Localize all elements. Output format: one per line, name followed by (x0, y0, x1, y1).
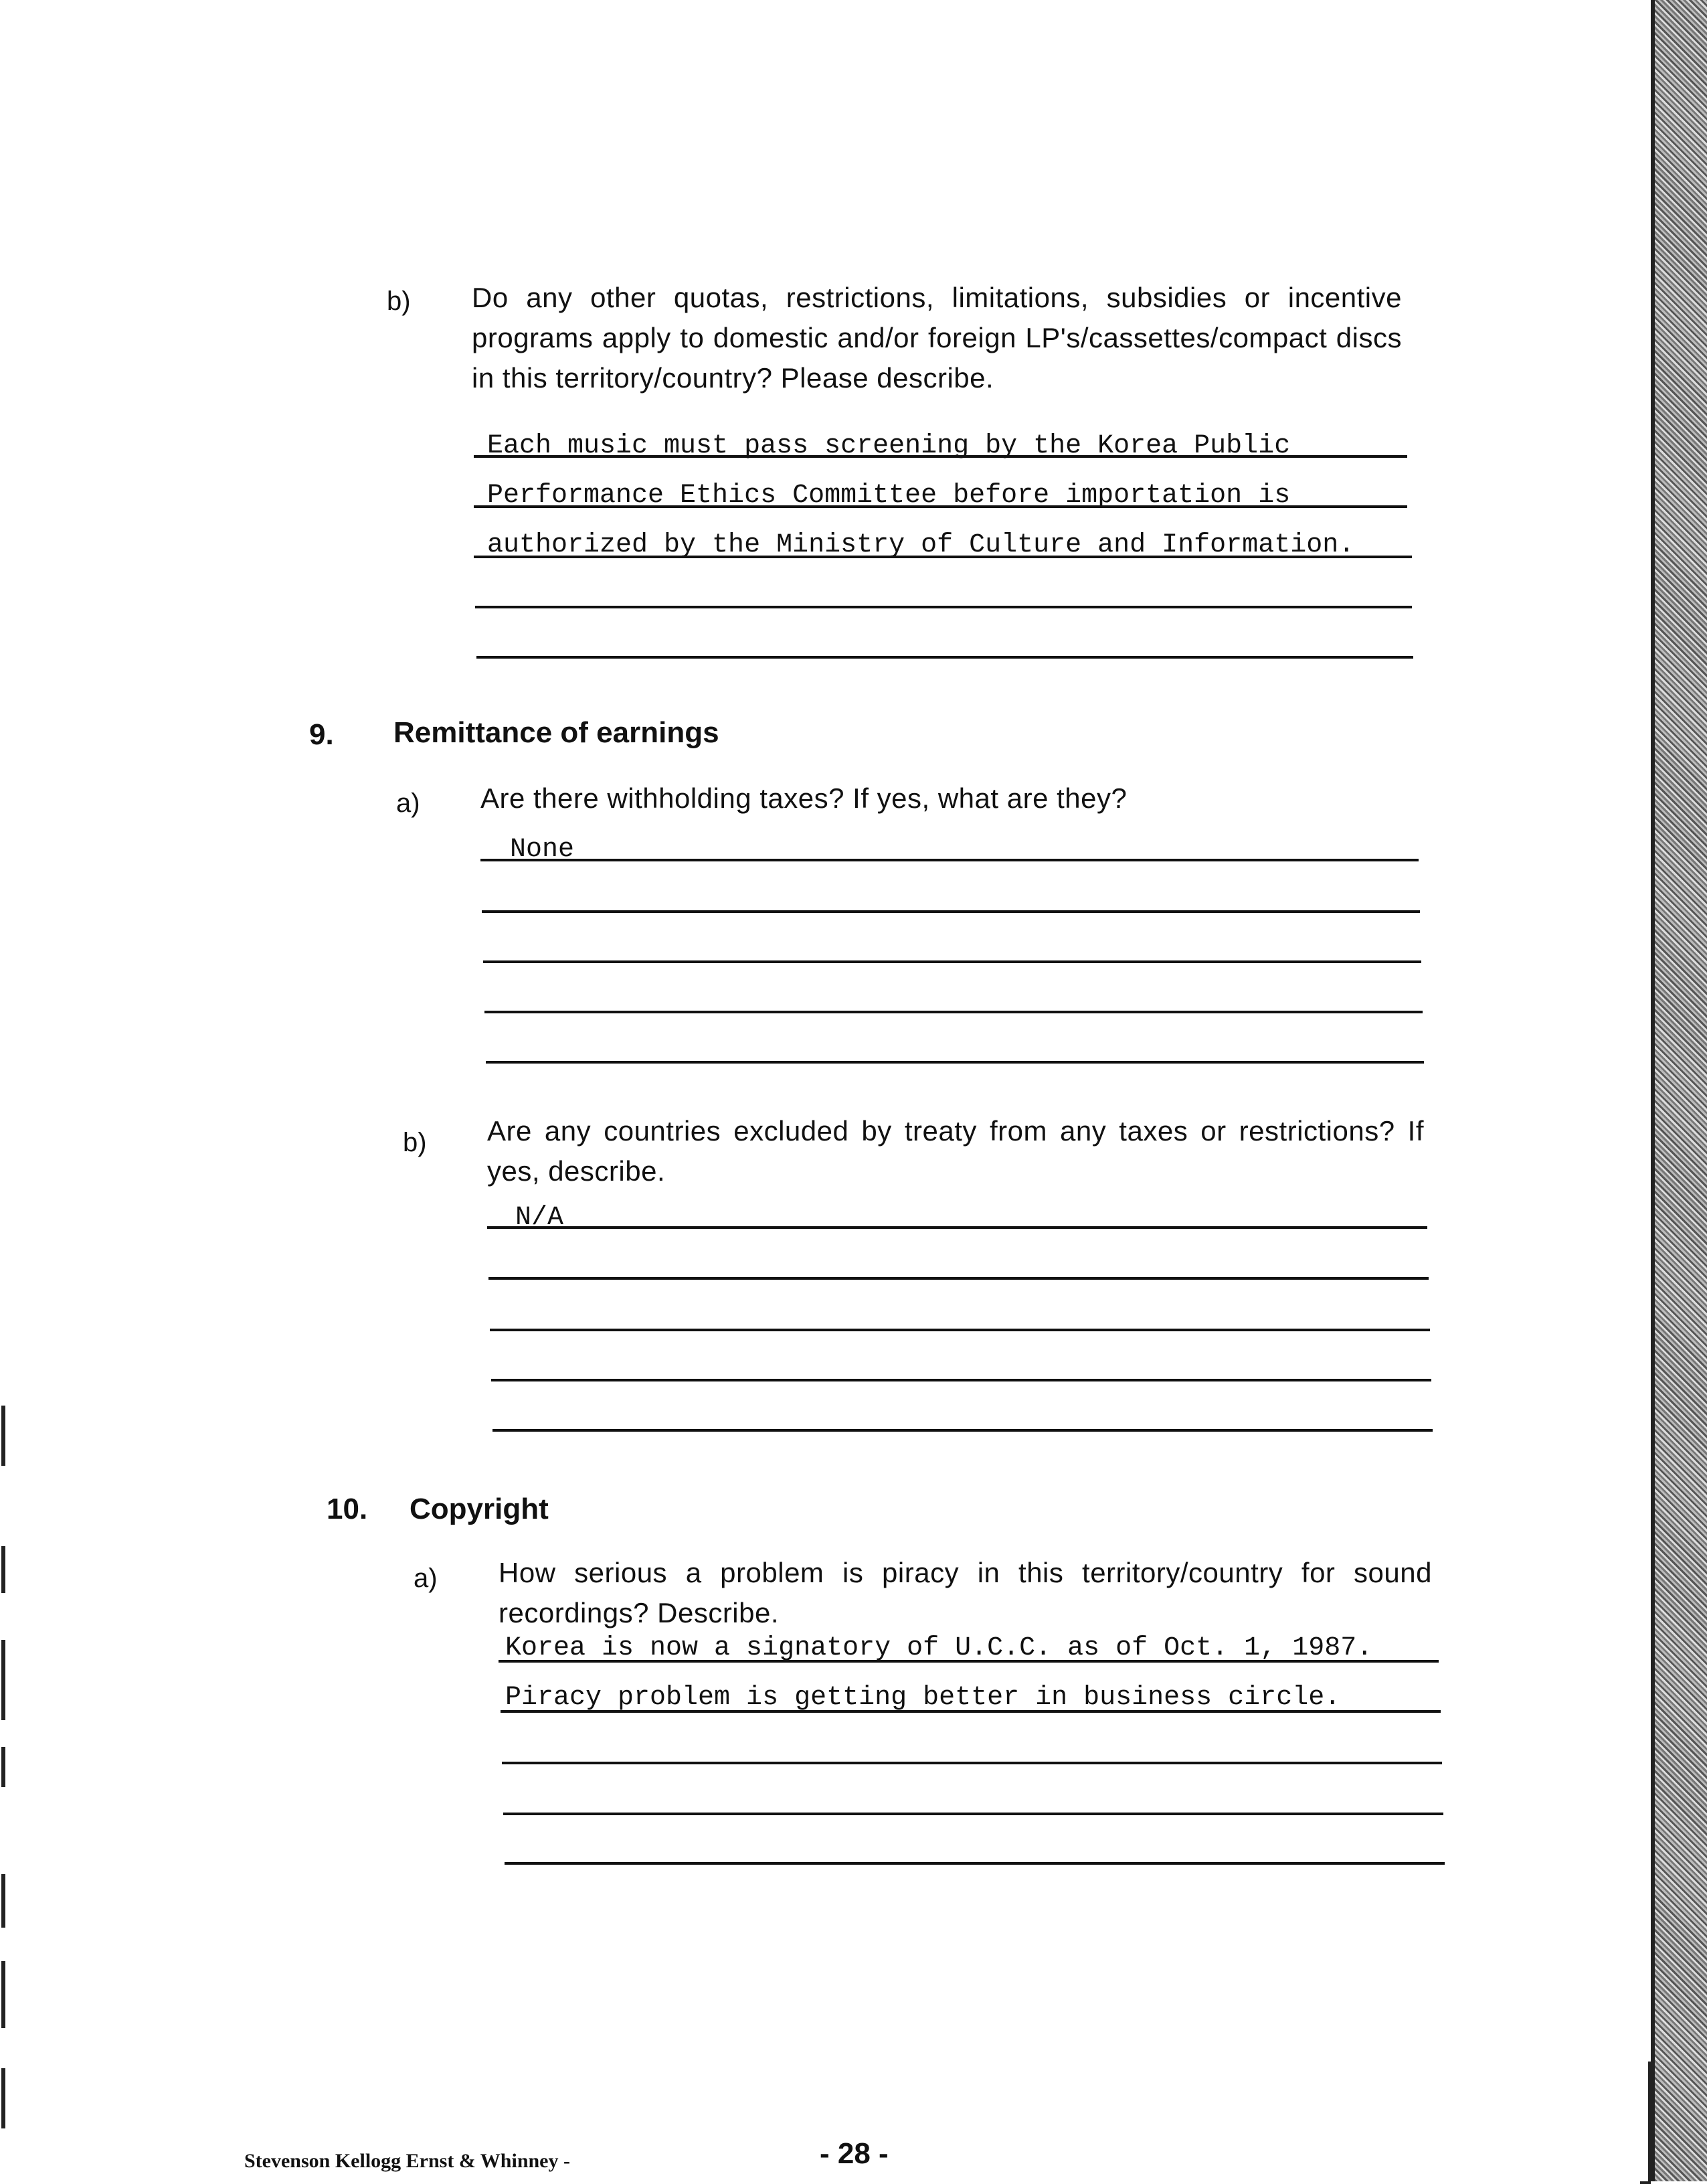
section-9-number: 9. (309, 718, 334, 751)
page-number: - 28 - (820, 2137, 889, 2170)
question-9a-label: a) (396, 788, 420, 818)
answer-line (475, 606, 1412, 608)
section-10-number: 10. (327, 1493, 368, 1525)
answer-line (502, 1762, 1442, 1764)
question-9b-text: Are any countries excluded by treaty from any taxes or restrictions? If yes, describe. (487, 1115, 1424, 1187)
section-9-title: Remittance of earnings (393, 716, 719, 749)
binding-edge (1651, 0, 1707, 2181)
question-10a-text: How serious a problem is piracy in this territory/country for sound recordings? Describe. (499, 1557, 1432, 1628)
answer-8b-line-3: authorized by the Ministry of Culture and Information. (487, 530, 1355, 560)
answer-line (505, 1862, 1445, 1865)
answer-8b-line-1: Each music must pass screening by the Korea Public (487, 431, 1291, 461)
answer-10a-line-2: Piracy problem is getting better in business circle. (505, 1683, 1341, 1713)
question-9a-text: Are there withholding taxes? If yes, what are they? (480, 782, 1128, 814)
answer-line (482, 910, 1420, 913)
answer-9b-line-1: N/A (515, 1203, 564, 1233)
answer-line (501, 1710, 1441, 1713)
answer-10a-line-1: Korea is now a signatory of U.C.C. as of Oct. 1, 1987. (505, 1633, 1373, 1663)
answer-line (474, 505, 1407, 508)
page-corner-edge (1640, 2062, 1651, 2184)
footer-firm-name: Stevenson Kellogg Ernst & Whinney - (244, 2150, 570, 2172)
answer-line (483, 960, 1421, 963)
answer-8b-line-2: Performance Ethics Committee before importation is (487, 481, 1291, 511)
answer-line (476, 656, 1413, 659)
answer-line (503, 1813, 1443, 1815)
answer-line (484, 1011, 1423, 1013)
answer-line (488, 1277, 1429, 1280)
left-margin-marks (0, 1171, 13, 2181)
answer-line (487, 1226, 1427, 1229)
question-10a-label: a) (414, 1564, 438, 1593)
answer-line (491, 1379, 1431, 1381)
answer-line (474, 455, 1407, 458)
question-8b-label: b) (387, 286, 411, 316)
answer-line (486, 1061, 1424, 1064)
answer-9a-line-1: None (510, 835, 575, 865)
answer-line (490, 1329, 1430, 1331)
answer-line (499, 1660, 1439, 1663)
answer-line (480, 859, 1419, 861)
question-9b-label: b) (403, 1128, 427, 1157)
question-8b-text: Do any other quotas, restrictions, limitations, subsidies or incentive programs apply to domestic and/or foreign LP's/cassettes/compact discs in this territory/country? Please describe. (472, 282, 1402, 394)
section-10-title: Copyright (410, 1493, 549, 1525)
answer-line (492, 1429, 1433, 1432)
answer-line (474, 556, 1412, 558)
